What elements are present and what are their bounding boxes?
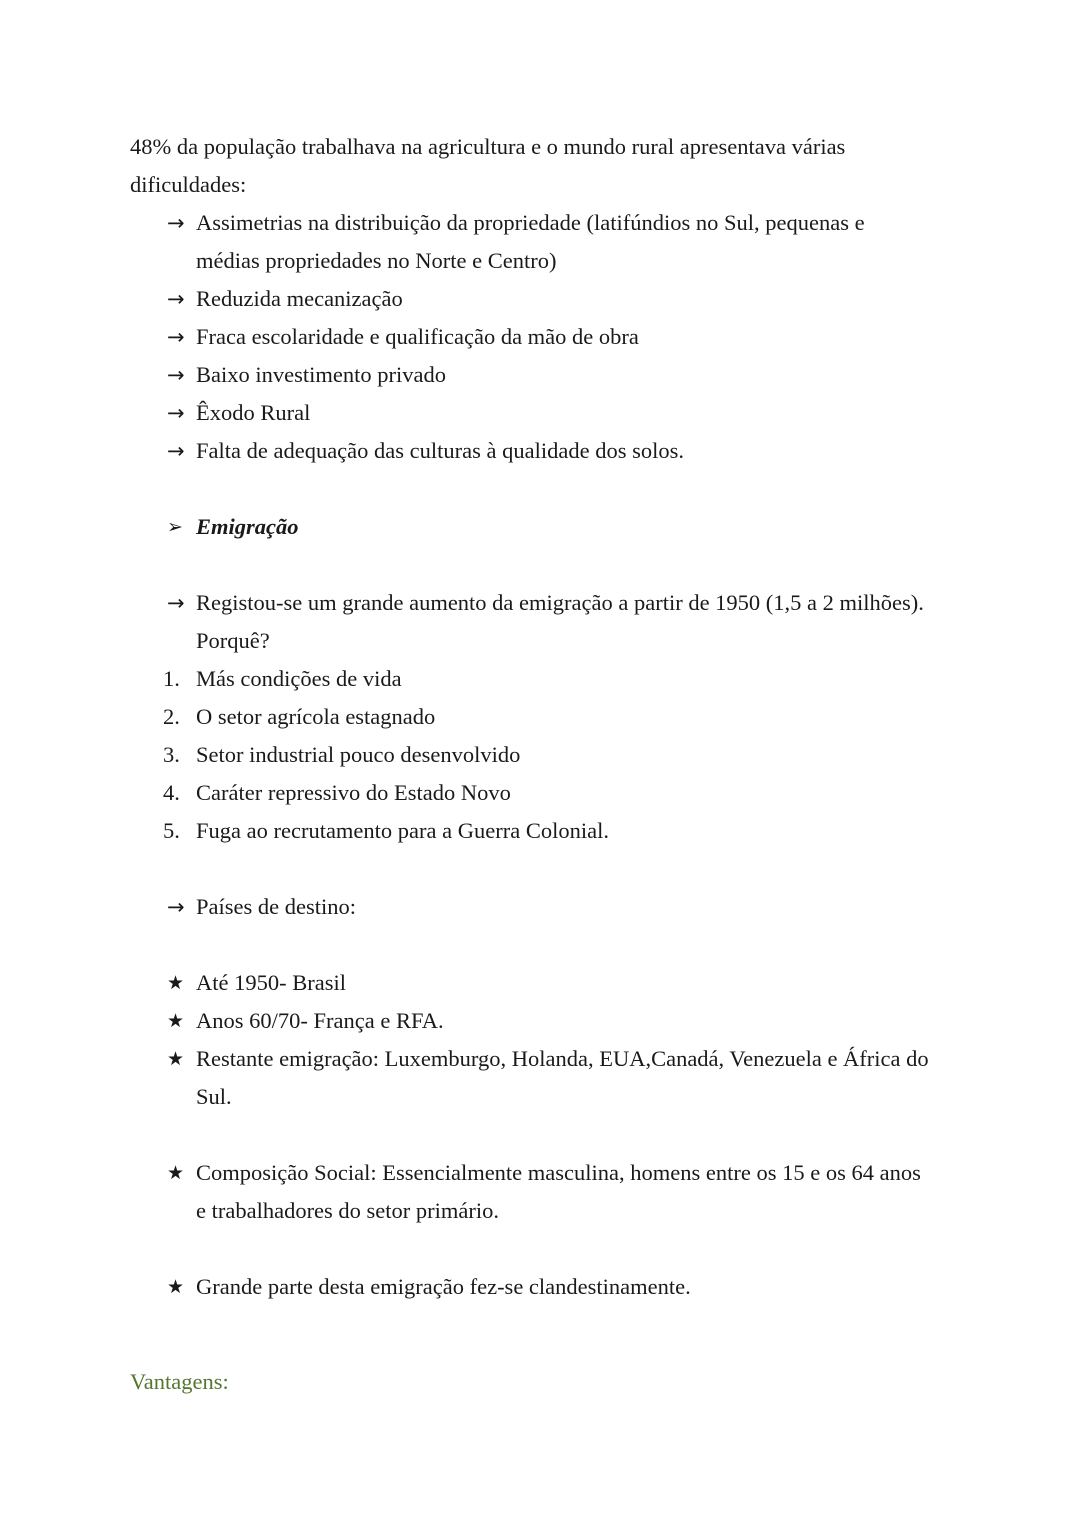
spacer xyxy=(130,546,930,584)
destinations-label-text: Países de destino: xyxy=(196,894,356,919)
list-item-text: Êxodo Rural xyxy=(196,400,311,425)
list-item xyxy=(130,432,930,470)
list-item xyxy=(130,318,930,356)
list-number: 5. xyxy=(163,818,180,843)
list-item-text: Caráter repressivo do Estado Novo xyxy=(196,780,511,805)
star-bullet-icon: ★ xyxy=(167,1162,185,1184)
clandestine-text: Grande parte desta emigração fez-se clandestinamente. xyxy=(196,1274,691,1299)
destinations-label-item xyxy=(130,888,930,926)
star-bullet-icon: ★ xyxy=(167,1010,185,1032)
intro-paragraph: 48% da população trabalhava na agricultura e o mundo rural apresentava várias dificuldades: xyxy=(130,134,846,197)
list-item xyxy=(130,280,930,318)
list-item-text: Assimetrias na distribuição da propriedade (latifúndios no Sul, pequenas e médias propriedades no Norte e Centro) xyxy=(196,210,865,273)
section-heading-emigracao xyxy=(130,508,930,546)
advantages-label: Vantagens: xyxy=(130,1369,229,1394)
list-item-text: Restante emigração: Luxemburgo, Holanda, EUA,Canadá, Venezuela e África do Sul. xyxy=(196,1046,929,1109)
composition-item xyxy=(130,1154,930,1230)
difficulties-list xyxy=(130,204,930,470)
list-item xyxy=(130,1040,930,1116)
list-number: 3. xyxy=(163,742,180,767)
list-item xyxy=(130,964,930,1002)
reasons-list xyxy=(130,660,930,850)
list-item xyxy=(130,204,930,280)
list-item-text: Más condições de vida xyxy=(196,666,402,691)
arrow-bullet-icon: → xyxy=(167,439,185,463)
list-item xyxy=(130,698,930,736)
list-item xyxy=(130,774,930,812)
destinations-list xyxy=(130,964,930,1116)
arrow-bullet-icon: → xyxy=(167,401,185,425)
list-item xyxy=(130,736,930,774)
chevron-bullet-icon: ➢ xyxy=(167,516,183,538)
spacer xyxy=(130,470,930,508)
spacer xyxy=(130,1116,930,1154)
list-number: 1. xyxy=(163,666,180,691)
list-item xyxy=(130,812,930,850)
list-item-text: Reduzida mecanização xyxy=(196,286,403,311)
list-item-text: O setor agrícola estagnado xyxy=(196,704,436,729)
list-item xyxy=(130,660,930,698)
list-item-text: Fuga ao recrutamento para a Guerra Colonial. xyxy=(196,818,609,843)
list-item-text: Falta de adequação das culturas à qualidade dos solos. xyxy=(196,438,684,463)
spacer xyxy=(130,1344,930,1363)
list-item-text: Anos 60/70- França e RFA. xyxy=(196,1008,444,1033)
section-heading-text: Emigração xyxy=(196,514,299,539)
arrow-bullet-icon: → xyxy=(167,591,185,615)
star-bullet-icon: ★ xyxy=(167,1048,185,1070)
emigration-intro-text: Registou-se um grande aumento da emigração a partir de 1950 (1,5 a 2 milhões). Porquê? xyxy=(196,590,924,653)
list-item-text: Setor industrial pouco desenvolvido xyxy=(196,742,521,767)
star-bullet-icon: ★ xyxy=(167,972,185,994)
list-item xyxy=(130,394,930,432)
list-item xyxy=(130,356,930,394)
arrow-bullet-icon: → xyxy=(167,363,185,387)
document-body xyxy=(130,128,930,1401)
arrow-bullet-icon: → xyxy=(167,325,185,349)
star-bullet-icon: ★ xyxy=(167,1276,185,1298)
emigration-intro-item xyxy=(130,584,930,660)
arrow-bullet-icon: → xyxy=(167,211,185,235)
list-item-text: Até 1950- Brasil xyxy=(196,970,346,995)
arrow-bullet-icon: → xyxy=(167,895,185,919)
clandestine-item xyxy=(130,1268,930,1306)
composition-text: Composição Social: Essencialmente masculina, homens entre os 15 e os 64 anos e trabalhadores do setor primário. xyxy=(196,1160,921,1223)
spacer xyxy=(130,926,930,964)
spacer xyxy=(130,1230,930,1268)
spacer xyxy=(130,1306,930,1344)
arrow-bullet-icon: → xyxy=(167,287,185,311)
spacer xyxy=(130,850,930,888)
list-number: 2. xyxy=(163,704,180,729)
list-item-text: Baixo investimento privado xyxy=(196,362,446,387)
list-number: 4. xyxy=(163,780,180,805)
list-item-text: Fraca escolaridade e qualificação da mão de obra xyxy=(196,324,639,349)
list-item xyxy=(130,1002,930,1040)
